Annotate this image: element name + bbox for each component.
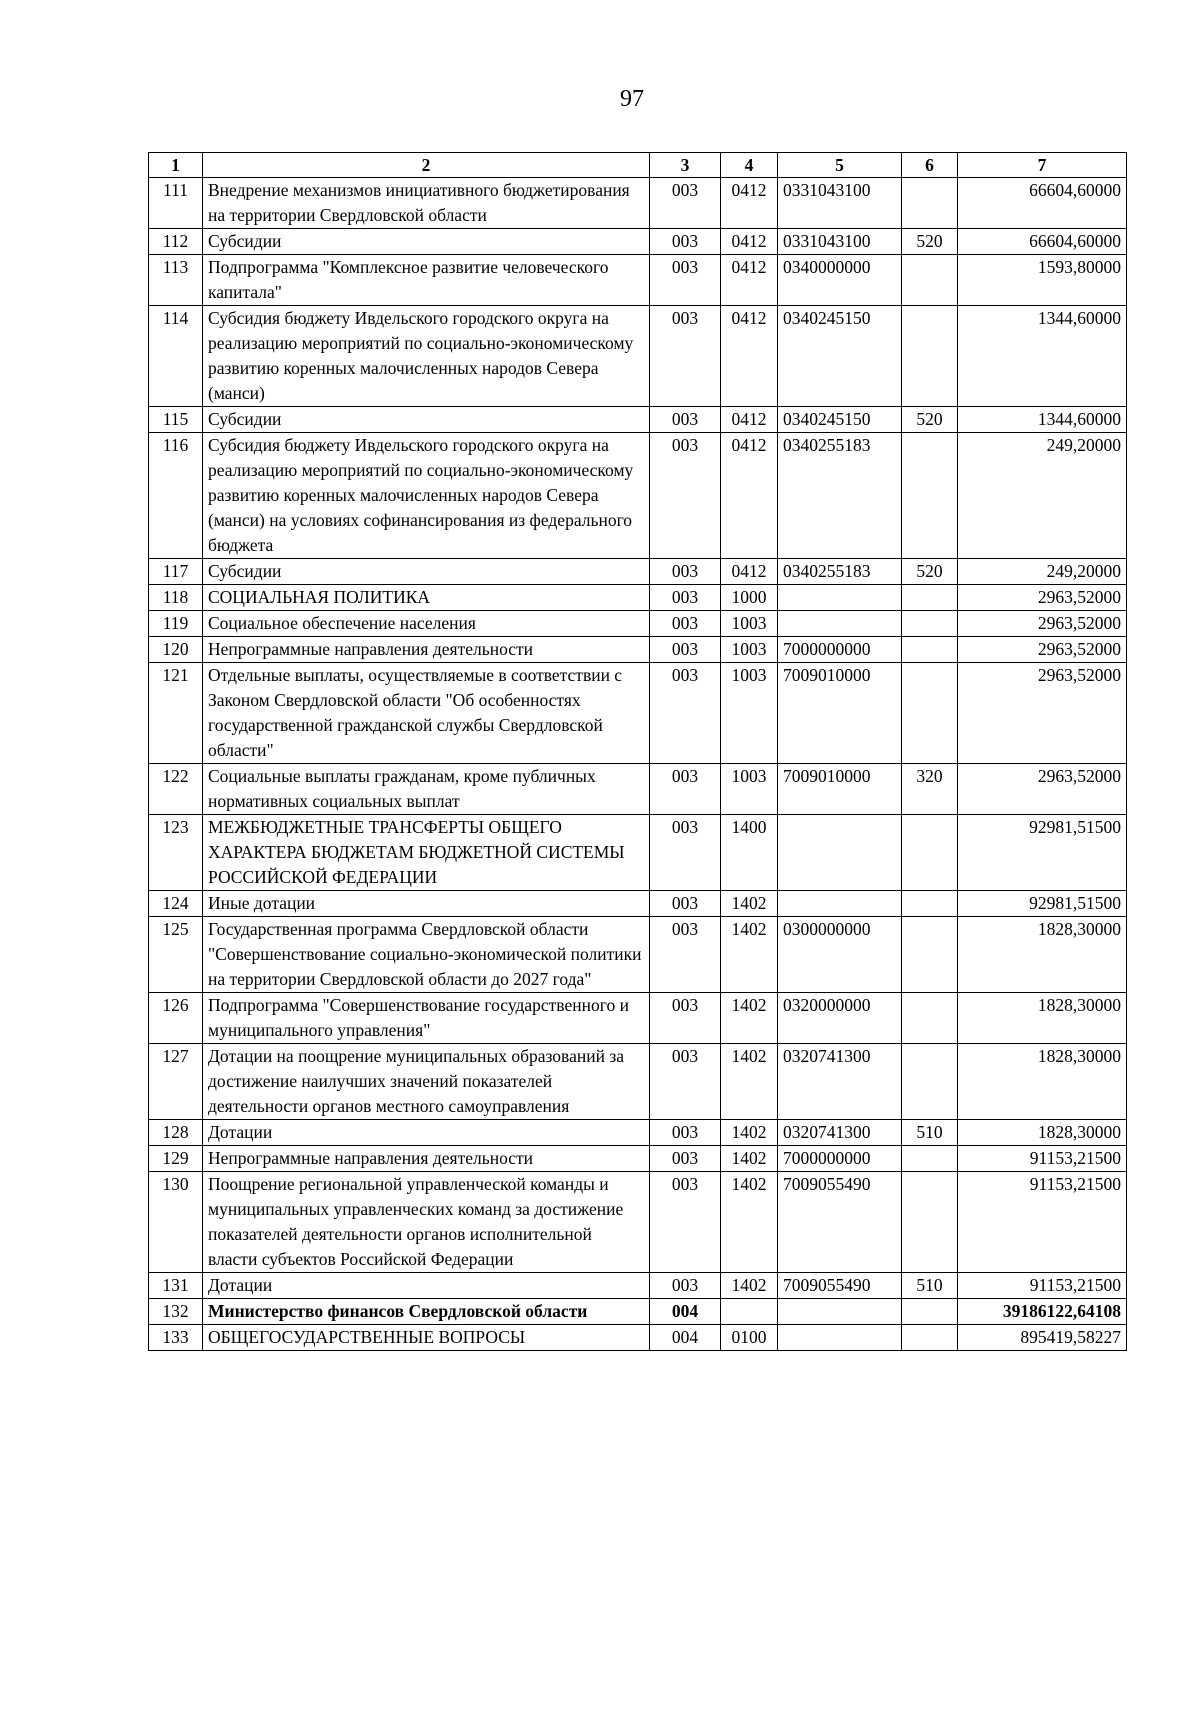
row-number: 123 [149, 815, 203, 891]
row-target-code: 7000000000 [778, 1146, 902, 1172]
row-amount: 1828,30000 [958, 917, 1127, 993]
row-amount: 1344,60000 [958, 306, 1127, 407]
row-target-code: 0340255183 [778, 559, 902, 585]
column-header: 7 [958, 153, 1127, 178]
row-number: 132 [149, 1299, 203, 1325]
row-description: Дотации [203, 1120, 650, 1146]
row-expense-type [902, 178, 958, 229]
row-expense-type [902, 663, 958, 764]
row-amount: 2963,52000 [958, 611, 1127, 637]
table-row [149, 559, 1127, 585]
row-number: 133 [149, 1325, 203, 1351]
row-number: 131 [149, 1273, 203, 1299]
budget-table [148, 152, 1127, 1351]
row-ministry-code: 003 [650, 407, 721, 433]
row-section-code: 1402 [721, 1172, 778, 1273]
row-number: 116 [149, 433, 203, 559]
row-amount: 1593,80000 [958, 255, 1127, 306]
row-expense-type [902, 917, 958, 993]
table-row [149, 637, 1127, 663]
row-target-code: 7000000000 [778, 637, 902, 663]
row-number: 115 [149, 407, 203, 433]
row-amount: 1828,30000 [958, 1044, 1127, 1120]
row-section-code: 1402 [721, 1120, 778, 1146]
row-number: 120 [149, 637, 203, 663]
row-number: 124 [149, 891, 203, 917]
row-number: 130 [149, 1172, 203, 1273]
table-row [149, 1325, 1127, 1351]
row-amount: 1828,30000 [958, 1120, 1127, 1146]
row-expense-type: 510 [902, 1273, 958, 1299]
row-description: Субсидии [203, 559, 650, 585]
row-ministry-code: 003 [650, 663, 721, 764]
row-expense-type [902, 255, 958, 306]
table-row [149, 178, 1127, 229]
row-expense-type [902, 433, 958, 559]
row-description: СОЦИАЛЬНАЯ ПОЛИТИКА [203, 585, 650, 611]
row-description: Дотации [203, 1273, 650, 1299]
column-header: 3 [650, 153, 721, 178]
row-ministry-code: 003 [650, 229, 721, 255]
row-expense-type: 520 [902, 559, 958, 585]
row-expense-type [902, 891, 958, 917]
row-ministry-code: 003 [650, 1273, 721, 1299]
row-description: Отдельные выплаты, осуществляемые в соответствии с Законом Свердловской области "Об особенностях государственной гражданской службы Свердловской области" [203, 663, 650, 764]
table-row [149, 407, 1127, 433]
row-section-code: 1003 [721, 663, 778, 764]
row-ministry-code: 003 [650, 433, 721, 559]
row-target-code [778, 815, 902, 891]
column-header: 1 [149, 153, 203, 178]
row-number: 128 [149, 1120, 203, 1146]
table-row [149, 1120, 1127, 1146]
row-description: Дотации на поощрение муниципальных образований за достижение наилучших значений показателей деятельности органов местного самоуправления [203, 1044, 650, 1120]
row-amount: 66604,60000 [958, 178, 1127, 229]
row-amount: 249,20000 [958, 559, 1127, 585]
row-description: МЕЖБЮДЖЕТНЫЕ ТРАНСФЕРТЫ ОБЩЕГО ХАРАКТЕРА БЮДЖЕТАМ БЮДЖЕТНОЙ СИСТЕМЫ РОССИЙСКОЙ ФЕДЕРАЦИИ [203, 815, 650, 891]
row-target-code: 0320741300 [778, 1044, 902, 1120]
row-ministry-code: 004 [650, 1325, 721, 1351]
row-description: Поощрение региональной управленческой команды и муниципальных управленческих команд за достижение показателей деятельности органов исполнительной власти субъектов Российской Федерации [203, 1172, 650, 1273]
row-expense-type [902, 611, 958, 637]
row-section-code: 1402 [721, 1044, 778, 1120]
row-description: Министерство финансов Свердловской области [203, 1299, 650, 1325]
row-number: 125 [149, 917, 203, 993]
table-row [149, 815, 1127, 891]
row-description: Внедрение механизмов инициативного бюджетирования на территории Свердловской области [203, 178, 650, 229]
row-section-code: 0412 [721, 229, 778, 255]
row-ministry-code: 003 [650, 637, 721, 663]
row-ministry-code: 003 [650, 559, 721, 585]
row-section-code: 1402 [721, 1273, 778, 1299]
row-description: Социальные выплаты гражданам, кроме публичных нормативных социальных выплат [203, 764, 650, 815]
row-ministry-code: 003 [650, 611, 721, 637]
row-expense-type: 320 [902, 764, 958, 815]
table-row [149, 993, 1127, 1044]
row-amount: 2963,52000 [958, 637, 1127, 663]
row-target-code [778, 585, 902, 611]
row-target-code: 7009055490 [778, 1273, 902, 1299]
table-row [149, 1172, 1127, 1273]
row-description: Подпрограмма "Комплексное развитие человеческого капитала" [203, 255, 650, 306]
row-section-code: 0412 [721, 559, 778, 585]
row-ministry-code: 003 [650, 917, 721, 993]
table-row [149, 1146, 1127, 1172]
row-amount: 92981,51500 [958, 815, 1127, 891]
row-number: 119 [149, 611, 203, 637]
table-row [149, 306, 1127, 407]
row-number: 129 [149, 1146, 203, 1172]
row-amount: 1344,60000 [958, 407, 1127, 433]
row-amount: 895419,58227 [958, 1325, 1127, 1351]
row-amount: 91153,21500 [958, 1273, 1127, 1299]
row-amount: 2963,52000 [958, 585, 1127, 611]
row-number: 111 [149, 178, 203, 229]
row-number: 127 [149, 1044, 203, 1120]
row-amount: 91153,21500 [958, 1146, 1127, 1172]
row-section-code [721, 1299, 778, 1325]
row-expense-type: 520 [902, 407, 958, 433]
row-amount: 91153,21500 [958, 1172, 1127, 1273]
row-expense-type [902, 1172, 958, 1273]
row-ministry-code: 003 [650, 764, 721, 815]
row-ministry-code: 003 [650, 585, 721, 611]
row-target-code: 7009010000 [778, 663, 902, 764]
row-section-code: 0412 [721, 178, 778, 229]
table-row [149, 1044, 1127, 1120]
row-description: Субсидии [203, 229, 650, 255]
row-description: Непрограммные направления деятельности [203, 1146, 650, 1172]
row-expense-type [902, 1299, 958, 1325]
column-header: 4 [721, 153, 778, 178]
table-row [149, 255, 1127, 306]
row-target-code [778, 611, 902, 637]
row-ministry-code: 003 [650, 178, 721, 229]
page-number: 97 [620, 86, 644, 112]
row-amount: 92981,51500 [958, 891, 1127, 917]
row-expense-type [902, 815, 958, 891]
row-amount: 66604,60000 [958, 229, 1127, 255]
row-expense-type [902, 585, 958, 611]
row-expense-type: 510 [902, 1120, 958, 1146]
row-ministry-code: 004 [650, 1299, 721, 1325]
row-target-code [778, 891, 902, 917]
row-target-code: 0340000000 [778, 255, 902, 306]
row-number: 121 [149, 663, 203, 764]
row-section-code: 0412 [721, 306, 778, 407]
table-row [149, 663, 1127, 764]
row-section-code: 1003 [721, 637, 778, 663]
row-section-code: 0412 [721, 255, 778, 306]
row-ministry-code: 003 [650, 1120, 721, 1146]
row-expense-type [902, 306, 958, 407]
row-expense-type: 520 [902, 229, 958, 255]
row-ministry-code: 003 [650, 255, 721, 306]
row-ministry-code: 003 [650, 815, 721, 891]
row-number: 114 [149, 306, 203, 407]
row-amount: 1828,30000 [958, 993, 1127, 1044]
table-row [149, 1273, 1127, 1299]
row-section-code: 1402 [721, 917, 778, 993]
row-section-code: 0100 [721, 1325, 778, 1351]
row-amount: 2963,52000 [958, 663, 1127, 764]
table-row [149, 1299, 1127, 1325]
table-row [149, 229, 1127, 255]
row-section-code: 1000 [721, 585, 778, 611]
row-section-code: 0412 [721, 433, 778, 559]
row-number: 117 [149, 559, 203, 585]
row-target-code: 0340245150 [778, 407, 902, 433]
row-ministry-code: 003 [650, 891, 721, 917]
row-target-code: 0320741300 [778, 1120, 902, 1146]
row-expense-type [902, 1044, 958, 1120]
row-target-code: 7009055490 [778, 1172, 902, 1273]
row-amount: 2963,52000 [958, 764, 1127, 815]
row-amount: 39186122,64108 [958, 1299, 1127, 1325]
row-target-code: 7009010000 [778, 764, 902, 815]
row-amount: 249,20000 [958, 433, 1127, 559]
row-description: Субсидия бюджету Ивдельского городского округа на реализацию мероприятий по социально-экономическому развитию коренных малочисленных народов Севера (манси) на условиях софинансирования из федерального бюджета [203, 433, 650, 559]
row-expense-type [902, 1146, 958, 1172]
row-number: 113 [149, 255, 203, 306]
row-expense-type [902, 637, 958, 663]
header-row [149, 153, 1127, 178]
row-target-code [778, 1325, 902, 1351]
table-row [149, 611, 1127, 637]
row-expense-type [902, 1325, 958, 1351]
row-description: Субсидии [203, 407, 650, 433]
row-section-code: 1003 [721, 611, 778, 637]
row-number: 122 [149, 764, 203, 815]
row-description: Подпрограмма "Совершенствование государственного и муниципального управления" [203, 993, 650, 1044]
row-section-code: 0412 [721, 407, 778, 433]
column-header: 2 [203, 153, 650, 178]
row-ministry-code: 003 [650, 993, 721, 1044]
row-target-code: 0331043100 [778, 229, 902, 255]
row-target-code: 0320000000 [778, 993, 902, 1044]
row-number: 126 [149, 993, 203, 1044]
row-section-code: 1003 [721, 764, 778, 815]
table-row [149, 891, 1127, 917]
row-section-code: 1402 [721, 993, 778, 1044]
column-header: 5 [778, 153, 902, 178]
column-header: 6 [902, 153, 958, 178]
row-target-code: 0340245150 [778, 306, 902, 407]
row-target-code: 0300000000 [778, 917, 902, 993]
table-row [149, 917, 1127, 993]
row-description: Государственная программа Свердловской области "Совершенствование социально-экономической политики на территории Свердловской области до 2027 года" [203, 917, 650, 993]
row-ministry-code: 003 [650, 306, 721, 407]
table-body [149, 178, 1127, 1351]
row-number: 112 [149, 229, 203, 255]
row-description: Иные дотации [203, 891, 650, 917]
row-section-code: 1402 [721, 1146, 778, 1172]
table-row [149, 764, 1127, 815]
row-section-code: 1400 [721, 815, 778, 891]
row-target-code [778, 1299, 902, 1325]
row-target-code: 0340255183 [778, 433, 902, 559]
table-row [149, 585, 1127, 611]
row-description: Субсидия бюджету Ивдельского городского округа на реализацию мероприятий по социально-экономическому развитию коренных малочисленных народов Севера (манси) [203, 306, 650, 407]
row-ministry-code: 003 [650, 1172, 721, 1273]
row-ministry-code: 003 [650, 1044, 721, 1120]
row-section-code: 1402 [721, 891, 778, 917]
row-target-code: 0331043100 [778, 178, 902, 229]
row-description: Социальное обеспечение населения [203, 611, 650, 637]
row-description: Непрограммные направления деятельности [203, 637, 650, 663]
row-number: 118 [149, 585, 203, 611]
row-description: ОБЩЕГОСУДАРСТВЕННЫЕ ВОПРОСЫ [203, 1325, 650, 1351]
row-ministry-code: 003 [650, 1146, 721, 1172]
row-expense-type [902, 993, 958, 1044]
table-row [149, 433, 1127, 559]
